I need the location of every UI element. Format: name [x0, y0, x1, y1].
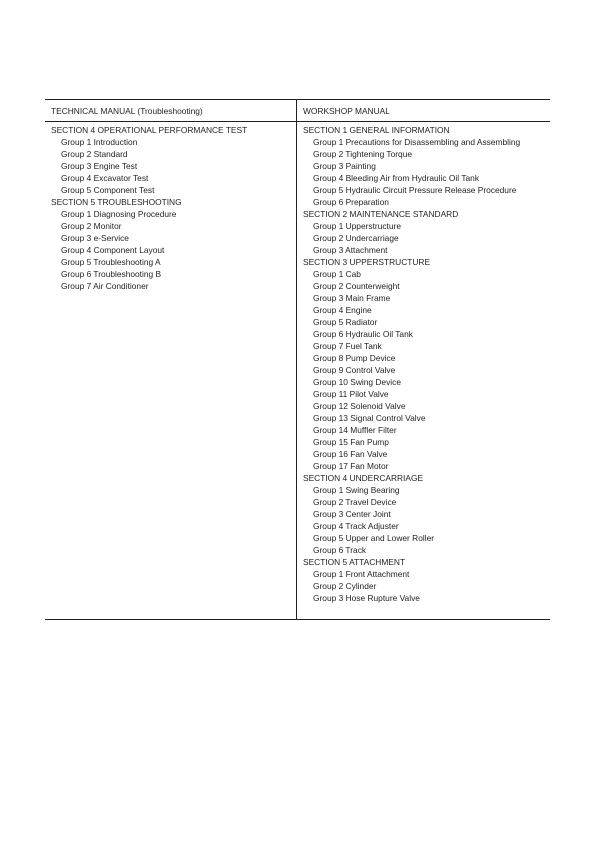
group-item: Group 6 Track [313, 545, 367, 555]
group-item: Group 5 Upper and Lower Roller [313, 533, 435, 543]
header-divider [45, 121, 550, 122]
technical-manual-contents [51, 124, 247, 292]
group-item: Group 16 Fan Valve [313, 449, 388, 459]
group-item: Group 9 Control Valve [313, 365, 396, 375]
group-item: Group 3 Main Frame [313, 293, 391, 303]
group-item: Group 10 Swing Device [313, 377, 401, 387]
group-item: Group 13 Signal Control Valve [313, 413, 426, 423]
group-item: Group 1 Precautions for Disassembling and Assembling [313, 137, 521, 147]
workshop-manual-header: WORKSHOP MANUAL [303, 106, 390, 116]
group-item: Group 5 Radiator [313, 317, 378, 327]
group-item: Group 4 Engine [313, 305, 372, 315]
group-item: Group 1 Upperstructure [313, 221, 401, 231]
group-item: Group 5 Component Test [61, 185, 155, 195]
group-item: Group 6 Preparation [313, 197, 389, 207]
group-item: Group 3 Attachment [313, 245, 388, 255]
group-item: Group 4 Component Layout [61, 245, 165, 255]
group-item: Group 4 Excavator Test [61, 173, 149, 183]
group-item: Group 2 Tightening Torque [313, 149, 413, 159]
group-item: Group 2 Counterweight [313, 281, 400, 291]
group-item: Group 17 Fan Motor [313, 461, 389, 471]
workshop-manual-contents [303, 124, 520, 604]
group-item: Group 2 Undercarriage [313, 233, 399, 243]
group-item: Group 14 Muffler Filter [313, 425, 397, 435]
group-item: Group 1 Front Attachment [313, 569, 410, 579]
group-item: Group 1 Introduction [61, 137, 138, 147]
group-item: Group 3 Hose Rupture Valve [313, 593, 420, 603]
group-item: Group 6 Hydraulic Oil Tank [313, 329, 413, 339]
group-item: Group 3 Center Joint [313, 509, 391, 519]
group-item: Group 11 Pilot Valve [313, 389, 389, 399]
section-heading: SECTION 2 MAINTENANCE STANDARD [303, 209, 459, 219]
group-item: Group 12 Solenoid Valve [313, 401, 406, 411]
group-item: Group 1 Diagnosing Procedure [61, 209, 177, 219]
group-item: Group 7 Fuel Tank [313, 341, 382, 351]
group-item: Group 1 Cab [313, 269, 361, 279]
group-item: Group 4 Track Adjuster [313, 521, 399, 531]
group-item: Group 6 Troubleshooting B [61, 269, 162, 279]
section-heading: SECTION 3 UPPERSTRUCTURE [303, 257, 431, 267]
group-item: Group 15 Fan Pump [313, 437, 389, 447]
group-item: Group 2 Standard [61, 149, 128, 159]
group-item: Group 3 Engine Test [61, 161, 138, 171]
group-item: Group 2 Monitor [61, 221, 122, 231]
group-item: Group 3 Painting [313, 161, 376, 171]
group-item: Group 4 Bleeding Air from Hydraulic Oil Tank [313, 173, 480, 183]
section-heading: SECTION 5 TROUBLESHOOTING [51, 197, 182, 207]
group-item: Group 7 Air Conditioner [61, 281, 149, 291]
group-item: Group 2 Travel Device [313, 497, 397, 507]
section-heading: SECTION 4 OPERATIONAL PERFORMANCE TEST [51, 125, 248, 135]
group-item: Group 8 Pump Device [313, 353, 396, 363]
column-divider [296, 100, 297, 619]
section-heading: SECTION 4 UNDERCARRIAGE [303, 473, 424, 483]
manual-contents-table [45, 99, 550, 620]
technical-manual-header: TECHNICAL MANUAL (Troubleshooting) [51, 106, 203, 116]
section-heading: SECTION 5 ATTACHMENT [303, 557, 406, 567]
section-heading: SECTION 1 GENERAL INFORMATION [303, 125, 450, 135]
group-item: Group 1 Swing Bearing [313, 485, 400, 495]
group-item: Group 2 Cylinder [313, 581, 377, 591]
group-item: Group 5 Troubleshooting A [61, 257, 161, 267]
group-item: Group 5 Hydraulic Circuit Pressure Release Procedure [313, 185, 517, 195]
group-item: Group 3 e-Service [61, 233, 129, 243]
